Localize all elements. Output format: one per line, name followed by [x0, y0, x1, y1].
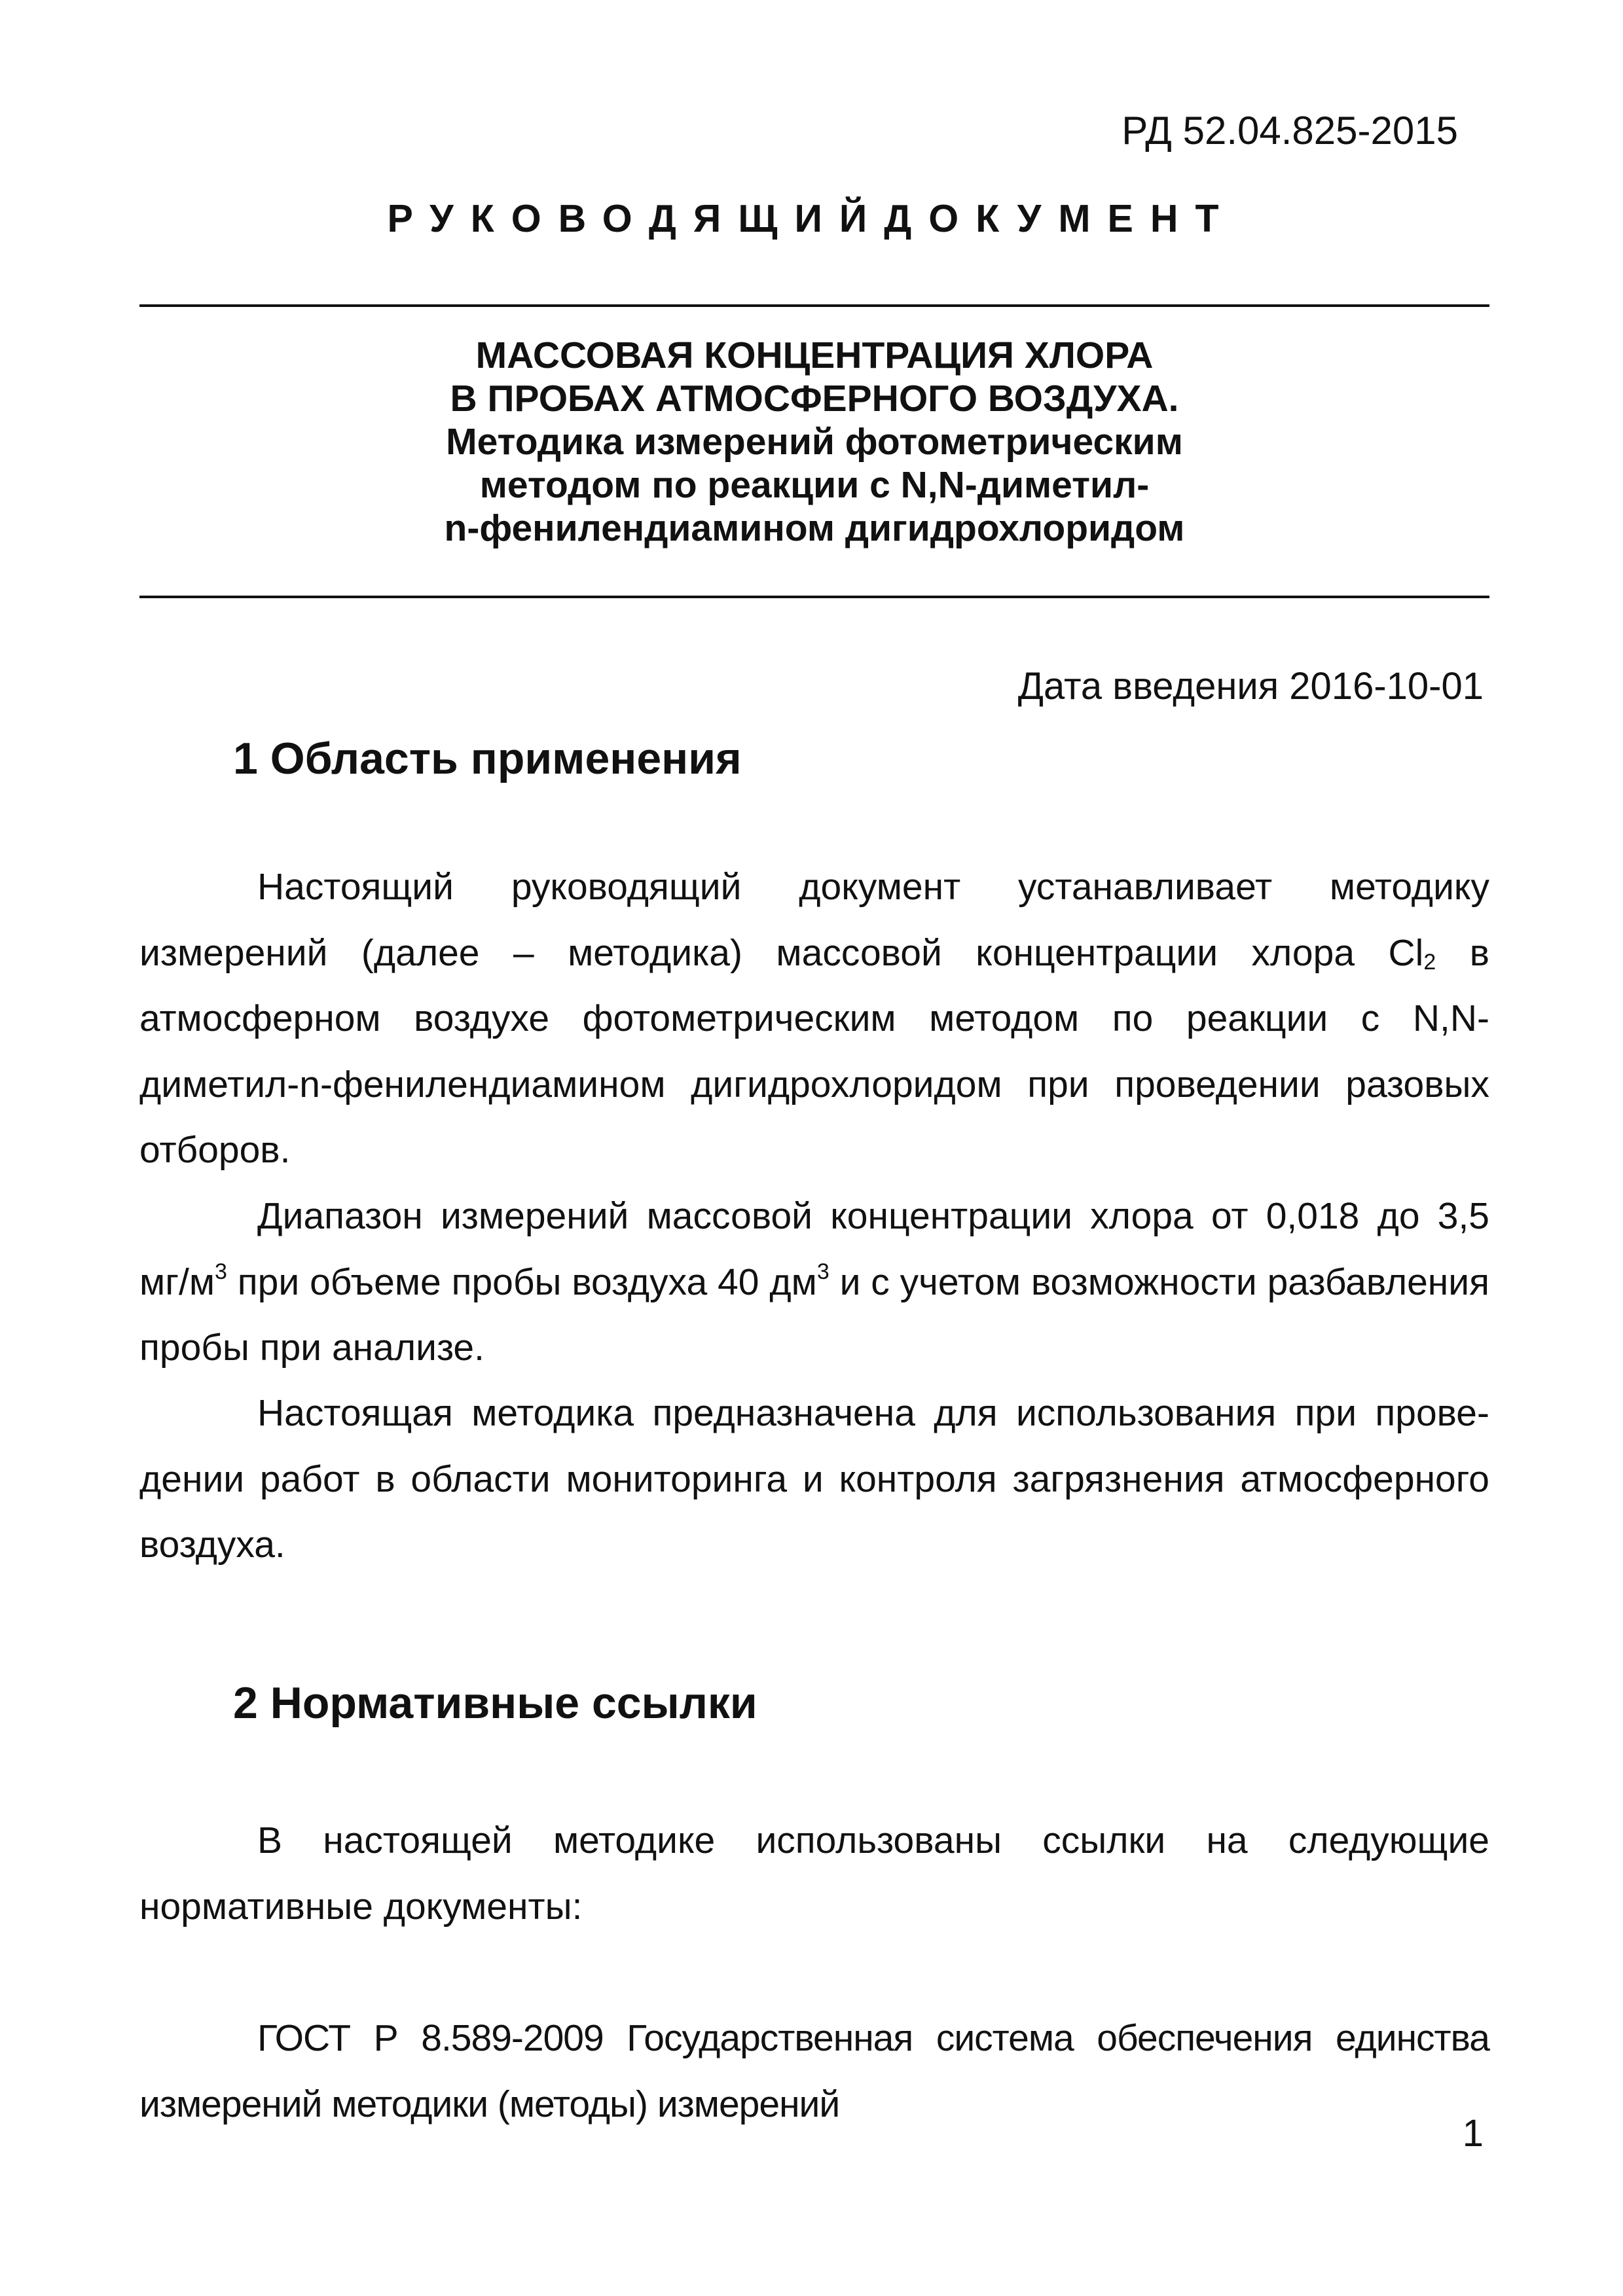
superscript: 3 — [816, 1259, 830, 1284]
subscript: 2 — [1423, 949, 1436, 975]
superscript: 3 — [215, 1259, 227, 1284]
paragraph-text: и с учетом возможности разбавления пробы при анализе. — [139, 1261, 1489, 1369]
section-1-heading: 1 Область применения — [233, 734, 742, 783]
title-line-3: Методика измерений фотометрическим — [446, 421, 1183, 463]
bottom-divider — [139, 596, 1489, 598]
normative-reference-1: ГОСТ Р 8.589-2009 Государственная система обеспечения единства измерений методики (методы) измерений — [139, 2017, 1489, 2125]
introduction-date: Дата введения 2016-10-01 — [1017, 665, 1484, 708]
document-kind-heading: РУКОВОДЯЩИЙДОКУМЕНТ — [387, 197, 1236, 240]
paragraph-text: Настоящий руководящий документ устанавливает методику измерений (далее – методика) массовой концентрации хлора Cl — [139, 866, 1489, 974]
section-2-heading: 2 Нормативные ссылки — [233, 1678, 757, 1728]
title-line-2: В ПРОБАХ АТМОСФЕРНОГО ВОЗДУХА. — [450, 378, 1179, 420]
page-number: 1 — [1462, 2112, 1484, 2155]
section-1-paragraph-3: Настоящая методика предназначена для использования при прове-дении работ в области мониторинга и контроля загрязнения атмосферного воздуха. — [139, 1392, 1489, 1566]
paragraph-text: при объеме пробы воздуха 40 дм — [227, 1261, 817, 1303]
section-1-paragraph-2 — [139, 1183, 1489, 1381]
title-line-1: МАССОВАЯ КОНЦЕНТРАЦИЯ ХЛОРА — [475, 334, 1154, 376]
section-2-paragraph-1: В настоящей методике использованы ссылки на следующие нормативные документы: — [139, 1820, 1489, 1928]
title-line-5: n-фенилендиамином дигидрохлоридом — [444, 507, 1185, 549]
top-divider — [139, 304, 1489, 307]
paragraph-text: в атмосферном воздухе фотометрическим методом по реакции с N,N-диметил-n-фенилендиамином дигидрохлоридом при проведении разовых отборов. — [139, 931, 1489, 1171]
paragraph-text: Диапазон измерений массовой концентрации хлора от 0,018 до 3,5 мг/м — [139, 1195, 1489, 1303]
section-1-paragraph-1 — [139, 854, 1489, 1183]
title-line-4: методом по реакции с N,N-диметил- — [479, 464, 1150, 506]
document-title — [139, 334, 1489, 550]
document-code: РД 52.04.825-2015 — [1122, 109, 1458, 152]
